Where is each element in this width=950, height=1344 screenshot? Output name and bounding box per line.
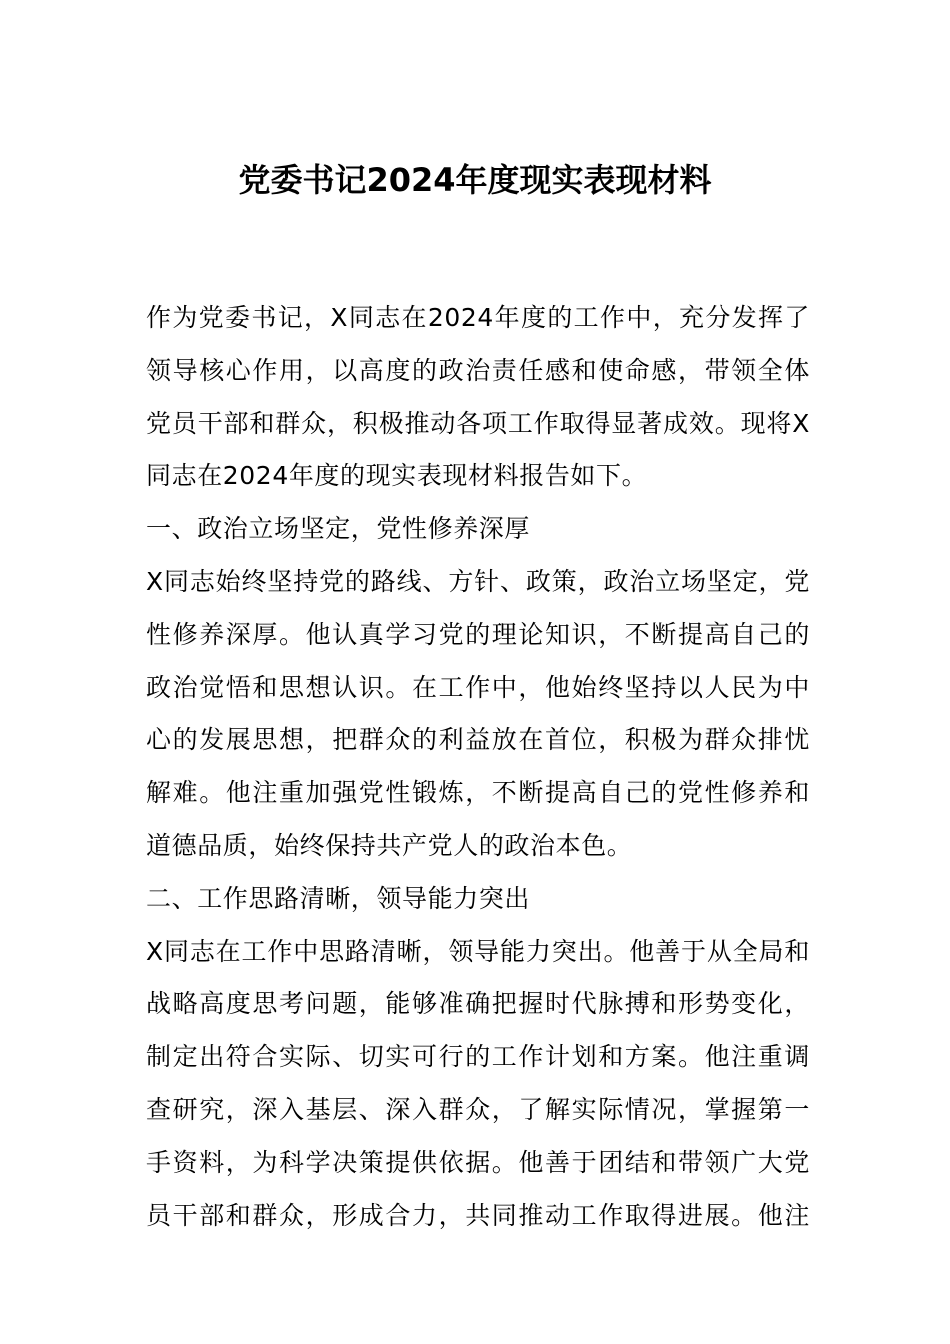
body-line: 查研究，深入基层、深入群众，了解实际情况，掌握第一 <box>146 1094 810 1124</box>
body-line: 解难。他注重加强党性锻炼，不断提高自己的党性修养和 <box>146 778 810 808</box>
body-line: 员干部和群众，形成合力，共同推动工作取得进展。他注 <box>146 1200 810 1230</box>
body-line: X同志始终坚持党的路线、方针、政策，政治立场坚定，党 <box>146 566 810 596</box>
body-line: 战略高度思考问题，能够准确把握时代脉搏和形势变化， <box>146 989 810 1019</box>
body-line: 心的发展思想，把群众的利益放在首位，积极为群众排忧 <box>146 725 810 755</box>
document-body <box>146 292 810 1242</box>
body-line: 性修养深厚。他认真学习党的理论知识，不断提高自己的 <box>146 619 810 649</box>
body-line: 作为党委书记，X同志在2024年度的工作中，充分发挥了 <box>146 303 810 332</box>
body-line: 政治觉悟和思想认识。在工作中，他始终坚持以人民为中 <box>146 672 810 702</box>
body-line: 同志在2024年度的现实表现材料报告如下。 <box>146 461 648 491</box>
body-line: X同志在工作中思路清晰，领导能力突出。他善于从全局和 <box>146 936 810 966</box>
body-line: 手资料，为科学决策提供依据。他善于团结和带领广大党 <box>146 1147 810 1177</box>
section-heading-1: 一、政治立场坚定，党性修养深厚 <box>146 514 531 544</box>
document-title: 党委书记2024年度现实表现材料 <box>238 161 712 199</box>
body-line: 领导核心作用，以高度的政治责任感和使命感，带领全体 <box>146 355 810 385</box>
body-line: 党员干部和群众，积极推动各项工作取得显著成效。现将X <box>146 408 810 438</box>
section-heading-2: 二、工作思路清晰，领导能力突出 <box>146 883 531 913</box>
body-line: 制定出符合实际、切实可行的工作计划和方案。他注重调 <box>146 1042 810 1072</box>
body-line: 道德品质，始终保持共产党人的政治本色。 <box>146 830 633 860</box>
